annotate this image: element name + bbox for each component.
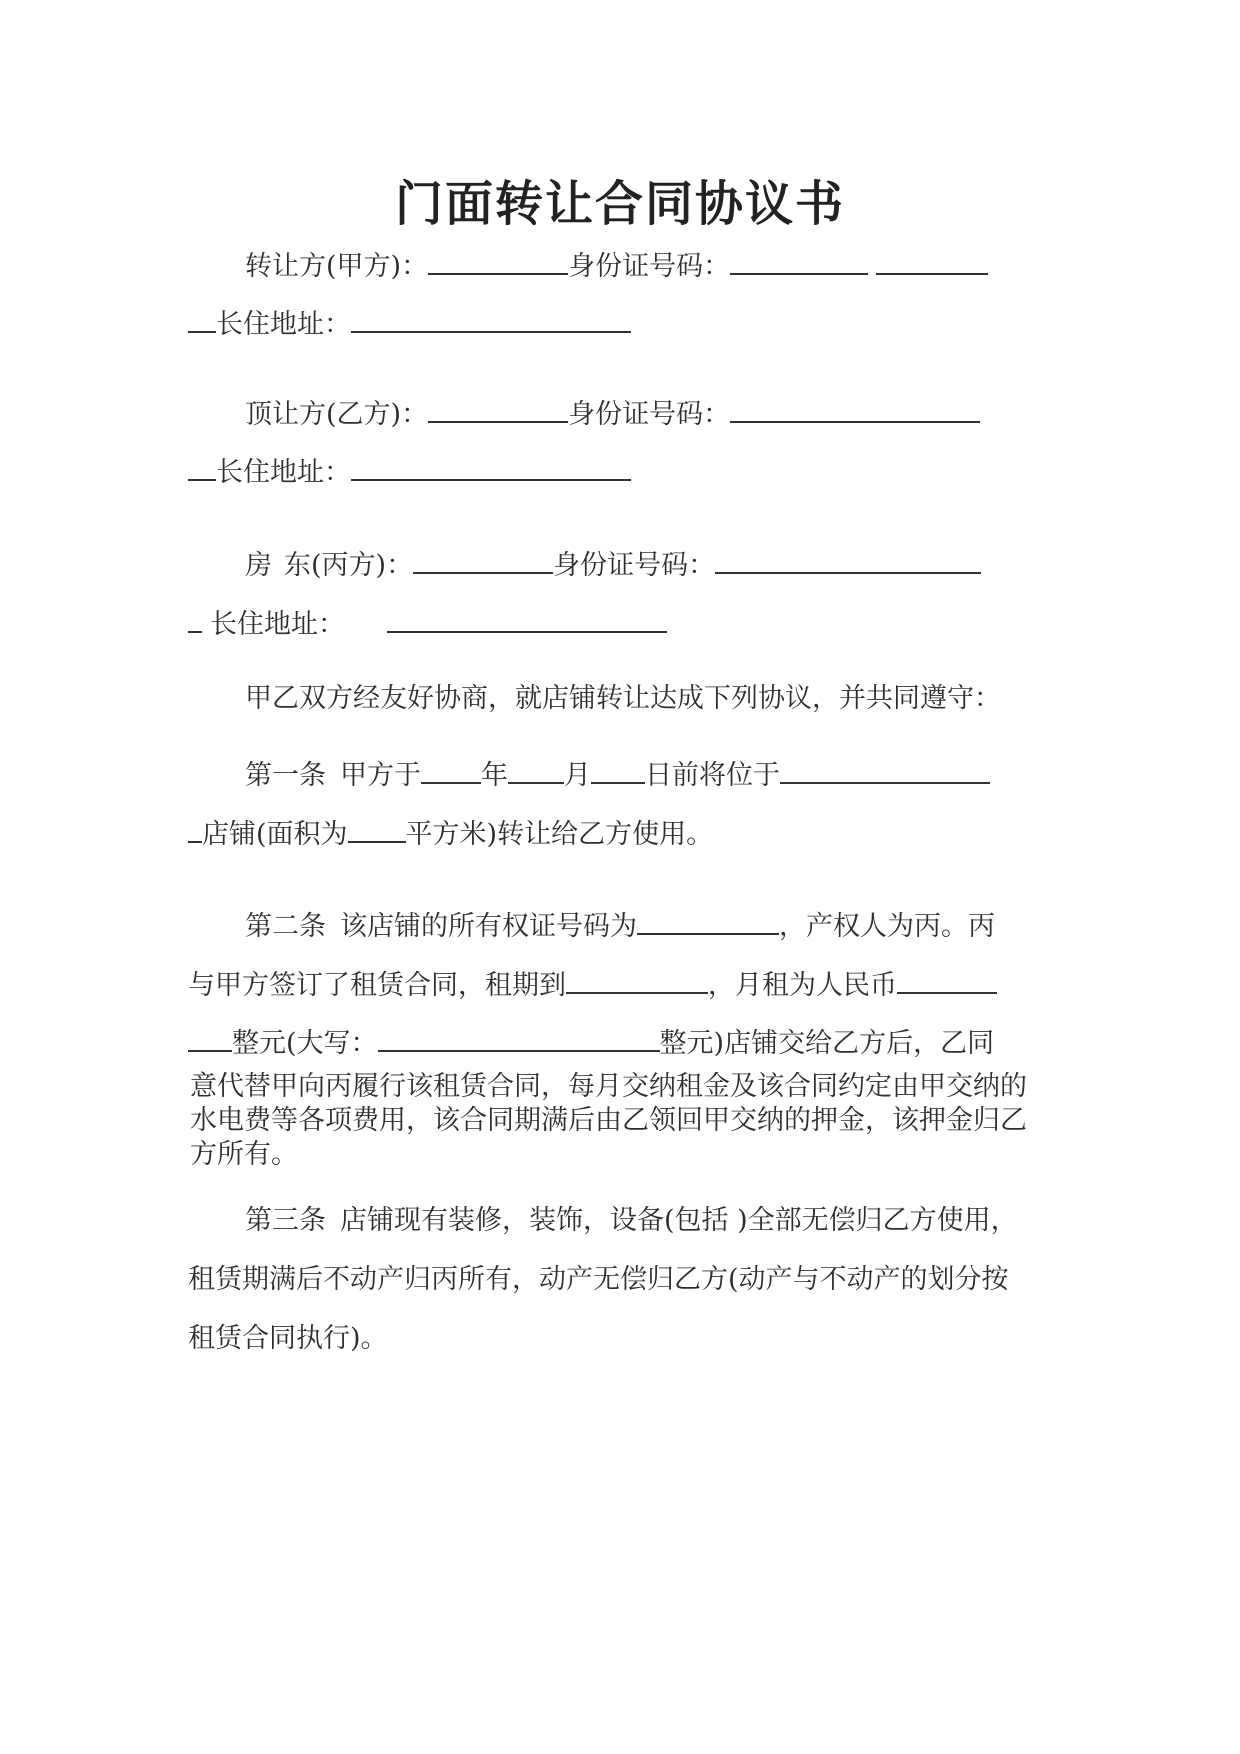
party-a-label: 转让方(甲方)： [245,251,429,282]
article-2-text-3: 与甲方签订了租赁合同，租期到 [188,970,566,1001]
party-a-address-label: 长住地址： [216,309,351,340]
article-2-text-6: 整元)店铺交给乙方后，乙同 [659,1028,995,1059]
party-c-address-line [188,605,667,643]
ownership-cert-blank [637,907,779,935]
party-b-address-line [188,453,631,491]
party-b-address-prefix-blank [188,453,216,481]
article-2-text-4: ，月租为人民币 [708,970,897,1001]
article-1-line-1 [245,756,990,794]
party-b-id-label: 身份证号码： [568,399,731,430]
article-2-text-2: ，产权人为丙。丙 [779,911,995,942]
party-c-address-blank [387,605,667,633]
party-c-label-1: 房 [245,550,272,581]
article-3-line-1 [245,1203,1018,1239]
party-c-id-blank [715,546,981,574]
monthly-rent-blank-continued [188,1024,232,1052]
article-1-text-2: 日前将位于 [645,760,780,791]
party-a-line [245,247,988,285]
party-b-label: 顶让方(乙方)： [245,399,429,430]
party-c-label-2: 东(丙方)： [284,550,414,581]
party-a-id-blank [730,247,868,275]
party-b-id-blank [730,395,980,423]
party-a-name-blank [428,247,568,275]
article-3-line-2: 租赁期满后不动产归丙所有，动产无偿归乙方(动产与不动产的划分按 [188,1264,1009,1295]
location-blank [780,756,990,784]
monthly-rent-blank [897,966,997,994]
article-2-line-1 [245,907,995,945]
party-b-name-blank [428,395,568,423]
article-1-year-label: 年 [481,760,508,791]
party-b-address-blank [351,453,631,481]
party-a-id-label: 身份证号码： [568,251,731,282]
article-2-line-2 [188,966,997,1004]
party-c-line [245,546,981,584]
year-blank [421,756,481,784]
party-c-address-prefix-blank [188,605,202,633]
article-2-heading: 第二条 [245,911,326,942]
area-blank [348,815,406,843]
article-2-text-1: 该店铺的所有权证号码为 [340,911,637,942]
amount-in-words-blank [378,1024,660,1052]
article-2-text-5: 整元(大写： [232,1028,378,1059]
article-1-text-1: 甲方于 [340,760,421,791]
article-3-line-3: 租赁合同执行)。 [188,1323,388,1354]
article-3-text-1: 店铺现有装修，装饰，设备(包括 )全部无偿归乙方使用， [340,1205,1018,1236]
article-1-text-3: 店铺(面积为 [202,819,348,850]
party-c-name-blank [413,546,553,574]
article-3-heading: 第三条 [245,1205,326,1236]
article-1-line-2 [188,815,713,853]
day-blank [591,756,645,784]
lease-term-blank [566,966,708,994]
party-c-id-label: 身份证号码： [553,550,716,581]
party-a-address-blank [351,305,631,333]
party-b-line [245,395,980,433]
article-1-text-4: 平方米)转让给乙方使用。 [405,819,714,850]
preamble: 甲乙双方经友好协商，就店铺转让达成下列协议，并共同遵守： [245,683,1001,714]
party-b-address-label: 长住地址： [216,457,351,488]
party-a-address-line [188,305,631,343]
party-c-address-label: 长住地址： [210,609,345,640]
document-title: 门面转让合同协议书 [394,176,845,232]
article-2-line-3 [188,1024,994,1062]
article-2-paragraph: 意代替甲向丙履行该租赁合同，每月交纳租金及该合同约定由甲交纳的水电费等各项费用，该合同期满后由乙领回甲交纳的押金，该押金归乙方所有。 [190,1071,1027,1170]
month-blank [508,756,564,784]
article-1-heading: 第一条 [245,760,326,791]
party-a-address-prefix-blank [188,305,216,333]
party-a-id-blank-2 [876,247,988,275]
article-1-month-label: 月 [564,760,591,791]
location-blank-continued [188,815,202,843]
